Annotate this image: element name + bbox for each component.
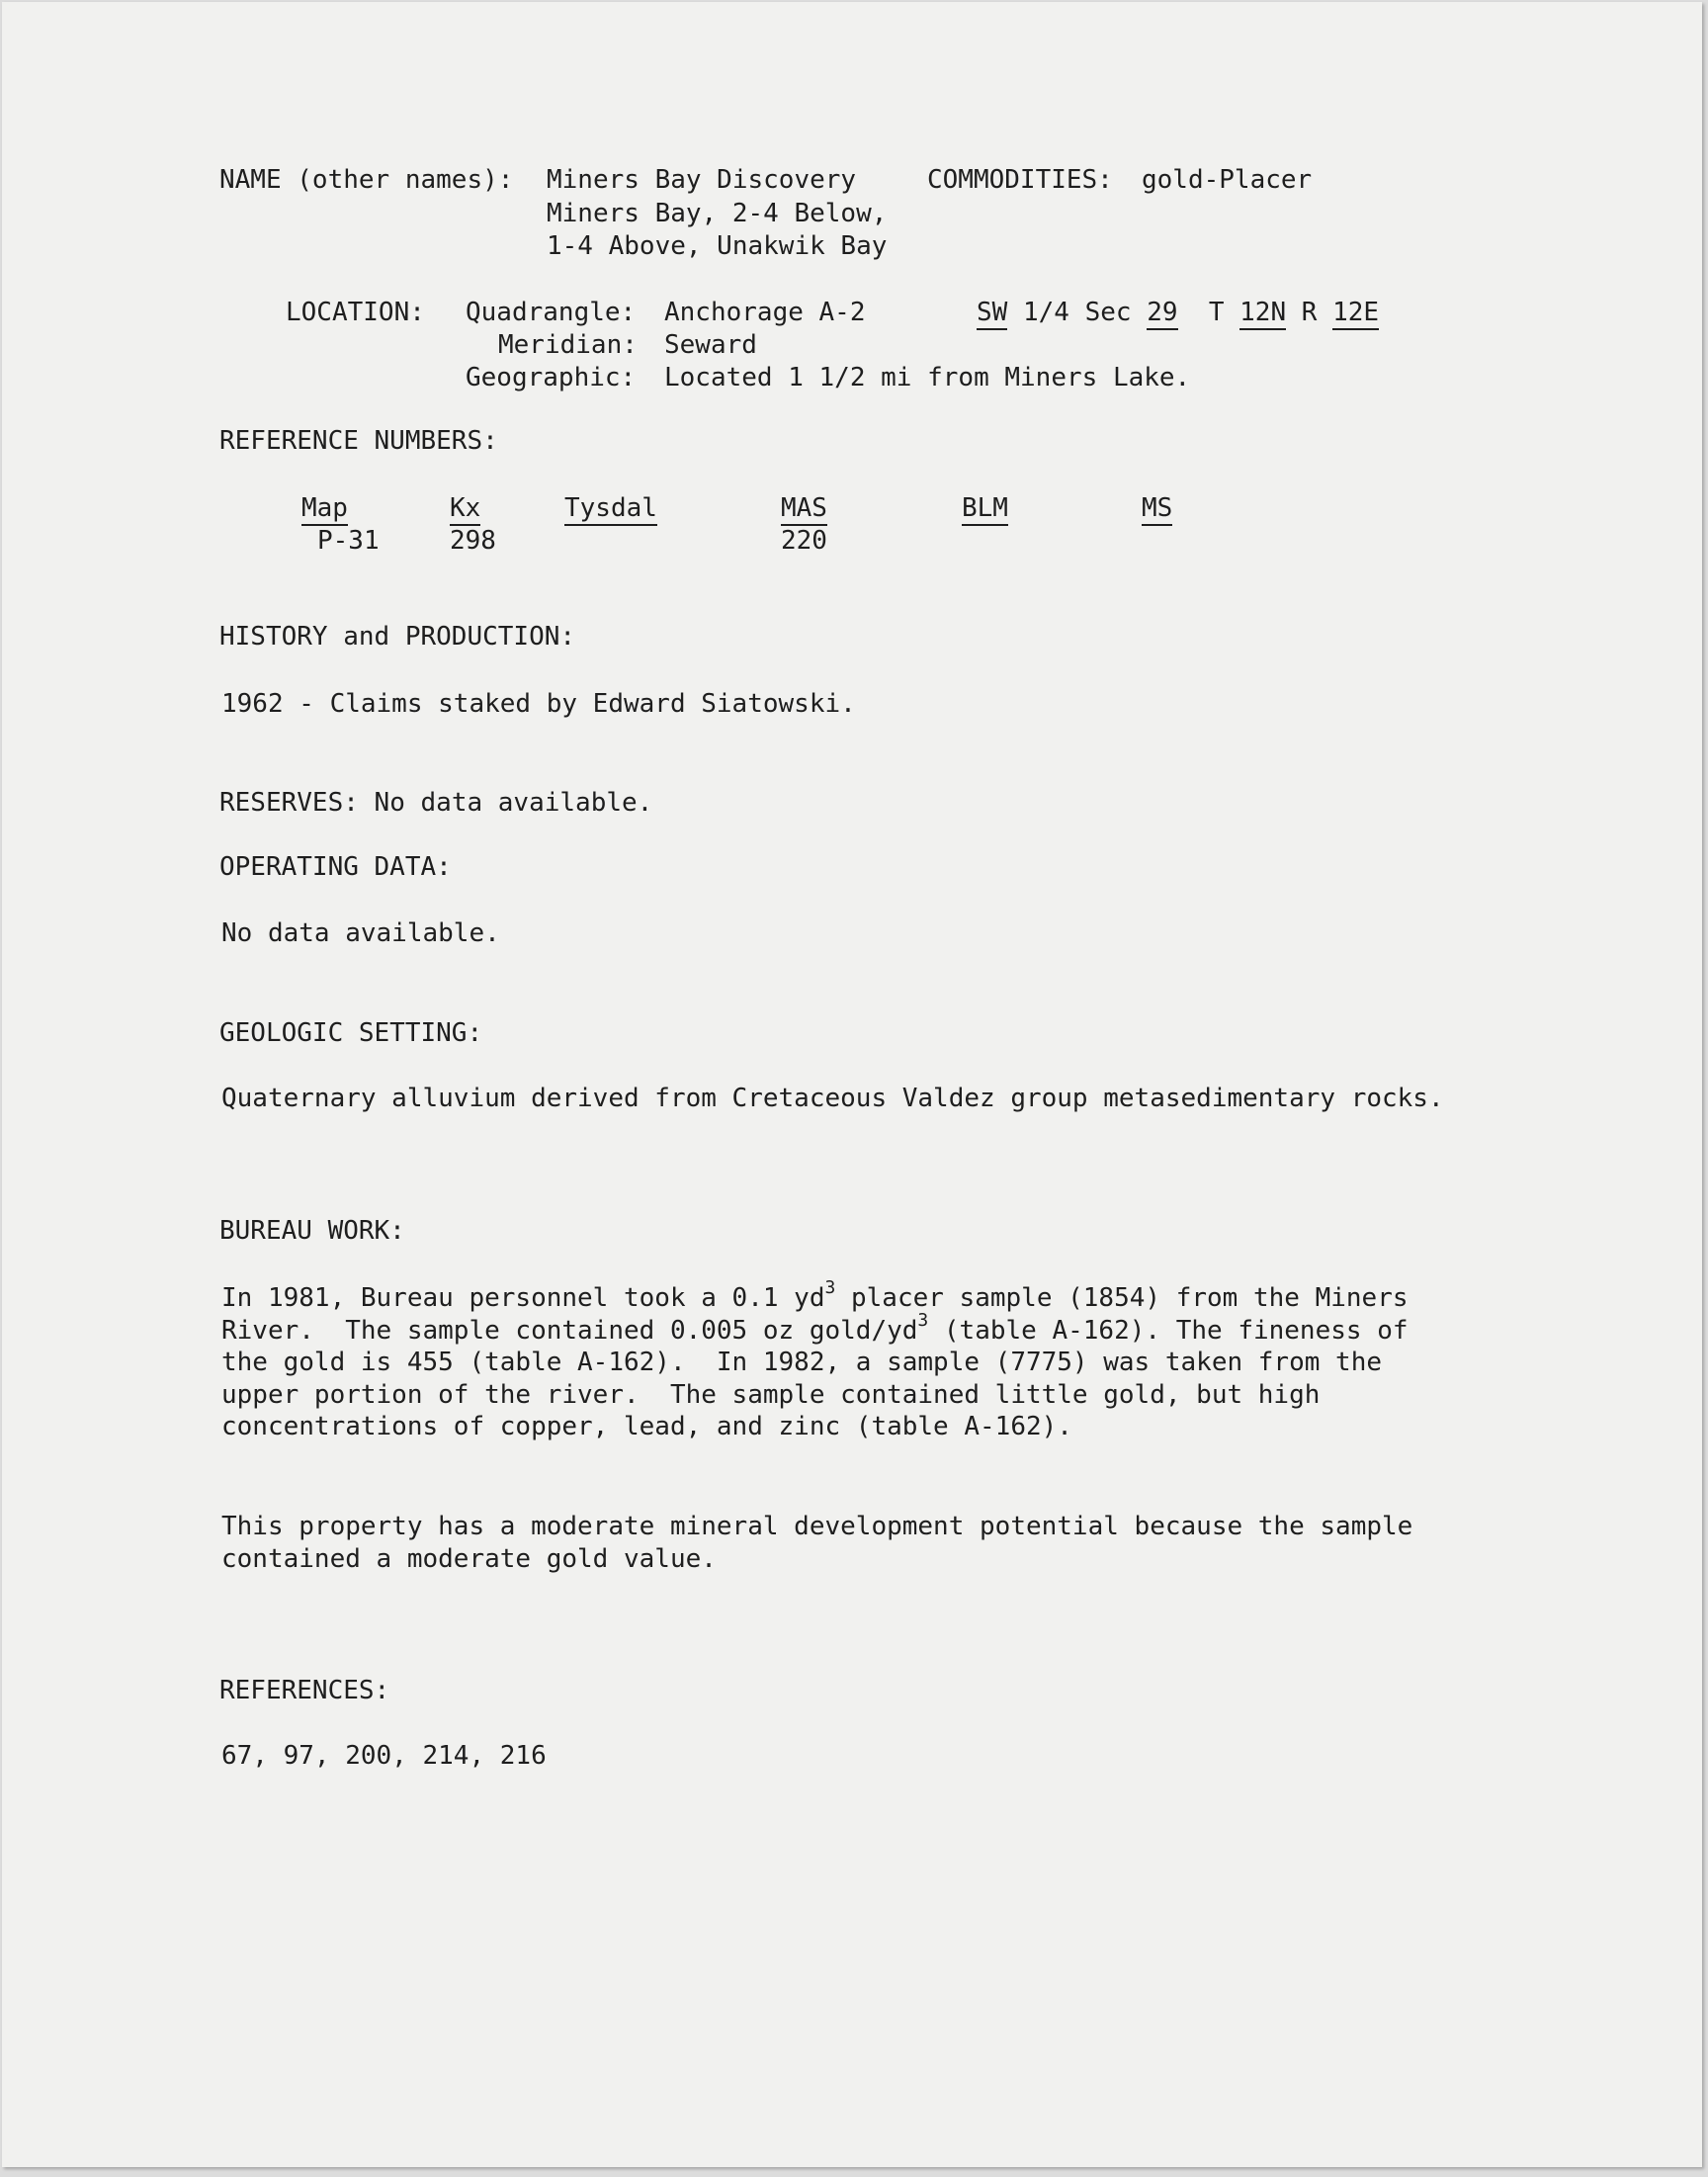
geographic-label: Geographic:: [466, 363, 637, 392]
quarter-suffix: 1/4 Sec: [1022, 298, 1132, 327]
township-value: 12N: [1239, 298, 1286, 330]
quadrangle-label: Quadrangle:: [466, 298, 637, 327]
other-name-2: 1-4 Above, Unakwik Bay: [547, 231, 888, 261]
range-value: 12E: [1332, 298, 1379, 330]
bureau-paragraph-2: This property has a moderate mineral development potential because the sample contained a moderate gold value.: [221, 1512, 1428, 1574]
township-label: T: [1208, 298, 1225, 327]
bureau-paragraph-1: In 1981, Bureau personnel took a 0.1 $yd^3$ placer sample (1854) from the Miners River. The sample contained 0.005 oz gold/$yd^3$ (table A-162). The fineness of the gold is 455 (table A-162). In 1982, a sample (7775) was taken from the upper portion of the river. The sample contained little gold, but high concentrations of copper, lead, and zinc (table A-162).: [221, 1277, 1424, 1441]
superscript-cubed: 3: [917, 1309, 929, 1331]
ref-value-map: P-31: [317, 526, 380, 556]
name-label: NAME (other names):: [219, 165, 514, 195]
ref-value-kx: 298: [450, 526, 496, 556]
reference-numbers-title: REFERENCE NUMBERS:: [219, 426, 498, 456]
section-value: 29: [1147, 298, 1177, 330]
primary-name: Miners Bay Discovery: [547, 165, 857, 195]
meridian-label: Meridian:: [498, 330, 638, 360]
ref-header-map: Map: [301, 492, 348, 525]
history-title: HISTORY and PRODUCTION:: [219, 622, 576, 652]
bureau-title: BUREAU WORK:: [219, 1216, 405, 1246]
document-page: [2, 2, 1702, 2167]
quarter-value: SW: [977, 298, 1007, 330]
range-label: R: [1301, 298, 1318, 327]
geologic-title: GEOLOGIC SETTING:: [219, 1018, 483, 1048]
history-text: 1962 - Claims staked by Edward Siatowski.: [221, 689, 856, 719]
legal-description: [977, 297, 1379, 329]
commodities-label: COMMODITIES:: [927, 165, 1113, 195]
ref-header-kx: Kx: [450, 492, 480, 525]
references-text: 67, 97, 200, 214, 216: [221, 1741, 547, 1771]
operating-title: OPERATING DATA:: [219, 852, 452, 882]
quadrangle-value: Anchorage A-2: [664, 298, 866, 327]
reserves-label: RESERVES:: [219, 788, 359, 818]
ref-header-ms: MS: [1142, 492, 1172, 525]
ref-header-tysdal: Tysdal: [564, 492, 657, 525]
superscript-cubed: 3: [824, 1277, 836, 1299]
geologic-text: Quaternary alluvium derived from Cretaceous Valdez group metasedimentary rocks.: [221, 1084, 1444, 1113]
geographic-value: Located 1 1/2 mi from Miners Lake.: [664, 363, 1191, 392]
reserves-line: [219, 787, 652, 820]
ref-header-blm: BLM: [962, 492, 1008, 525]
reserves-value: No data available.: [374, 788, 653, 818]
location-label: LOCATION:: [286, 298, 425, 327]
references-title: REFERENCES:: [219, 1676, 390, 1705]
commodities-value: gold-Placer: [1142, 165, 1313, 195]
operating-text: No data available.: [221, 918, 500, 948]
ref-value-mas: 220: [781, 526, 827, 556]
other-name-1: Miners Bay, 2-4 Below,: [547, 199, 888, 228]
meridian-value: Seward: [664, 330, 757, 360]
ref-header-mas: MAS: [781, 492, 827, 525]
